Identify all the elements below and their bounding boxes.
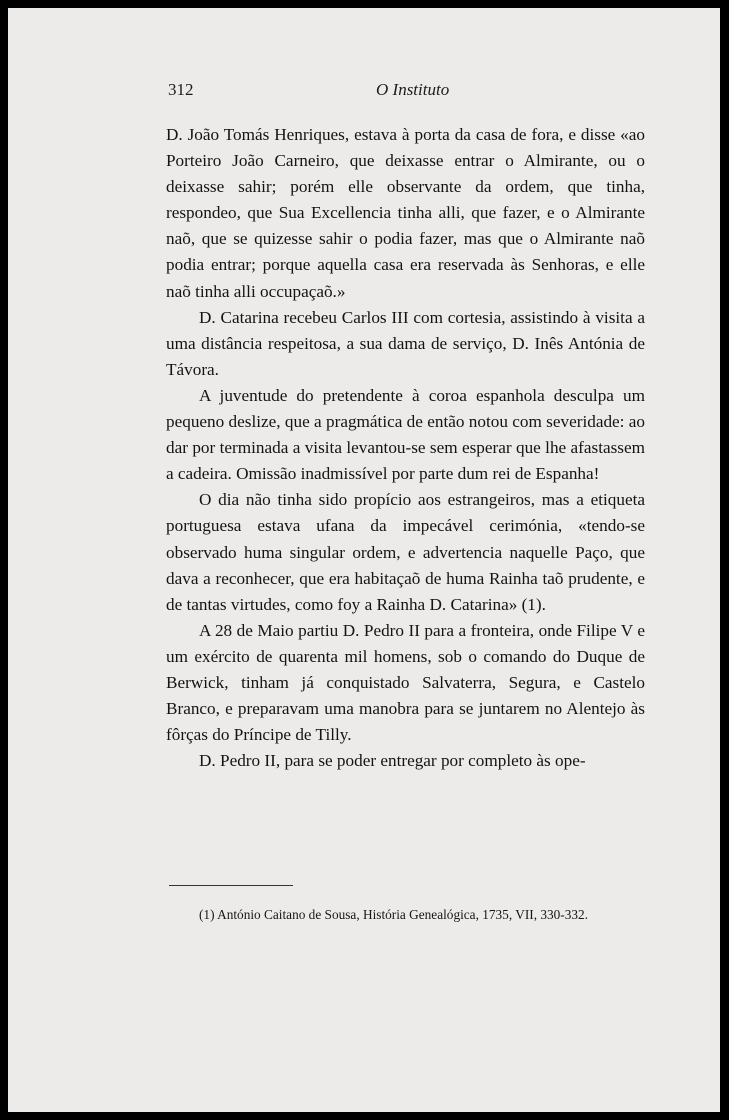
paragraph: D. João Tomás Henriques, estava à porta da casa de fora, e disse «ao Porteiro João Carneiro, que deixasse entrar o Almirante, ou o deixasse sahir; porém elle observante da ordem, que tinha, respondeo, que Sua Excellencia tinha alli, que fazer, e o Almirante naõ, que se quizesse sahir o podia fazer, mas que o Almirante naõ podia entrar; porque aquella casa era reservada às Senhoras, e elle naõ tinha alli occupaçaõ.»	[166, 125, 645, 301]
paragraph: D. Catarina recebeu Carlos III com cortesia, assistindo à visita a uma distância respeitosa, a sua dama de serviço, D. Inês Antónia de Távora.	[166, 307, 645, 379]
running-title: O Instituto	[376, 80, 450, 99]
footnote-divider	[169, 885, 293, 886]
page-header	[168, 80, 648, 104]
page-number: 312	[168, 80, 194, 99]
book-page	[8, 8, 720, 1112]
body-text	[166, 122, 645, 774]
footnote-text: (1) António Caitano de Sousa, História Genealógica, 1735, VII, 330-332.	[199, 907, 588, 922]
paragraph: O dia não tinha sido propício aos estrangeiros, mas a etiqueta portuguesa estava ufana da impecável cerimónia, «tendo-se observado huma singular ordem, e advertencia naquelle Paço, que dava a reconhecer, que era habitaçaõ de huma Rainha taõ prudente, e de tantas virtudes, como foy a Rainha D. Catarina» (1).	[166, 490, 645, 614]
paragraph: A 28 de Maio partiu D. Pedro II para a fronteira, onde Filipe V e um exército de quarenta mil homens, sob o comando do Duque de Berwick, tinham já conquistado Salvaterra, Segura, e Castelo Branco, e preparavam uma manobra para se juntarem no Alentejo às fôrças do Príncipe de Tilly.	[166, 620, 645, 745]
footnote	[166, 905, 645, 924]
paragraph: D. Pedro II, para se poder entregar por completo às ope-	[199, 751, 586, 771]
paragraph: A juventude do pretendente à coroa espanhola desculpa um pequeno deslize, que a pragmática de então notou com severidade: ao dar por terminada a visita levantou-se sem esperar que lhe afastassem a cadeira. Omissão inadmissível por parte dum rei de Espanha!	[166, 385, 645, 484]
